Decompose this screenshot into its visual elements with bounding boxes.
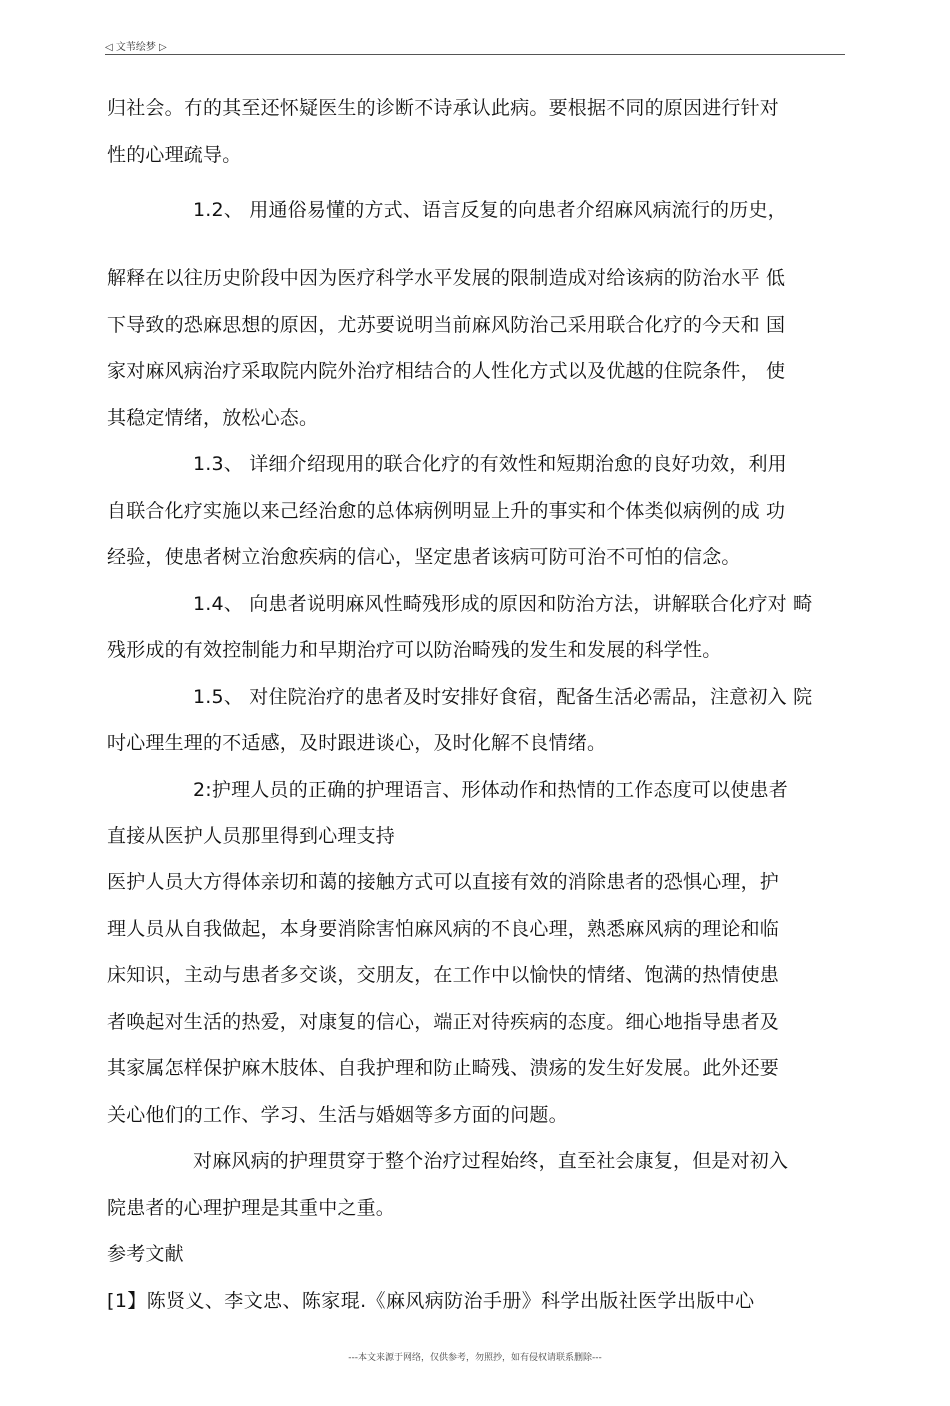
text-line: 院患者的心理护理是其重中之重。 (107, 1197, 396, 1219)
text-line: 关心他们的工作、学习、生活与婚姻等多方面的问题。 (107, 1104, 568, 1126)
page-footer: ---本文来源于网络，仅供参考，勿照抄，如有侵权请联系删除--- (348, 1353, 602, 1363)
text-line: 直接从医护人员那里得到心理支持 (107, 825, 396, 847)
text-line: 理人员从自我做起，本身要消除害怕麻风病的不良心理，熟悉麻风病的理论和临 (107, 918, 780, 940)
header-divider (105, 54, 845, 55)
section-1-5-heading: 1.5、 对住院治疗的患者及时安排好食宿，配备生活必需品，注意初入 院 (193, 686, 813, 708)
section-1-3-heading: 1.3、 详细介绍现用的联合化疗的有效性和短期治愈的良好功效，利用 (193, 453, 787, 475)
text-line: 残形成的有效控制能力和早期治疗可以防治畸残的发生和发展的科学性。 (107, 639, 722, 661)
text-line: 性的心理疏导。 (107, 144, 242, 166)
text-line: 吋心理生理的不适感，及时跟进谈心，及时化解不良情绪。 (107, 732, 607, 754)
text-line: 归社会。冇的其至还怀疑医生的诊断不诗承认此病。要根据不同的原因进行针对 (107, 97, 780, 119)
text-line: 床知识，主动与患者多交谈，交朋友，在工作中以愉快的情绪、饱满的热情使患 (107, 964, 780, 986)
reference-item: [1】陈贤义、李文忠、陈家琨.《麻风病防治手册》科学出版社医学出版中心 (107, 1290, 755, 1312)
text-line: 其家属怎样保护麻木肢体、自我护理和防止畸残、溃疡的发生好发展。此外还要 (107, 1057, 780, 1079)
text-line: 自联合化疗实施以来己经治愈的总体病例明显上升的事实和个体类似病例的成 功 (107, 500, 786, 522)
text-line: 下导致的恐麻思想的原因，尤苏要说明当前麻风防治己采用联合化疗的今天和 国 (107, 314, 786, 336)
text-line: 解释在以往历史阶段中因为医疗科学水平发展的限制造成对给该病的防治水平 低 (107, 267, 786, 289)
text-line: 其稳定情绪，放松心态。 (107, 407, 319, 429)
text-line: 经验，使患者树立治愈疾病的信心，坚定患者该病可防可治不可怕的信念。 (107, 546, 741, 568)
text-line: 家对麻风病治疗采取院内院外治疗相结合的人性化方式以及优越的住院条件， 使 (107, 360, 786, 382)
section-1-2-heading: 1.2、 用通俗易懂的方式、语言反复的向患者介绍麻风病流行的历史， (193, 199, 787, 221)
text-line: 医护人员大方得体亲切和蔼的接触方式可以直接有效的消除患者的恐惧心理，护 (107, 871, 780, 893)
page-header: ◁ 文苇绘梦 ▷ (105, 42, 167, 53)
conclusion-line: 对麻风病的护理贯穿于整个治疗过程始终，直至社会康复，但是对初入 (193, 1150, 789, 1172)
section-1-4-heading: 1.4、 向患者说明麻风性畸残形成的原因和防治方法，讲解联合化疗对 畸 (193, 593, 813, 615)
text-line: 者唤起对生活的热爱，对康复的信心，端正对待疾病的态度。细心地指导患者及 (107, 1011, 780, 1033)
references-heading: 参考文献 (107, 1243, 184, 1265)
section-2-heading: 2:护理人员的正确的护理语言、形体动作和热情的工作态度可以使患者 (193, 779, 788, 801)
